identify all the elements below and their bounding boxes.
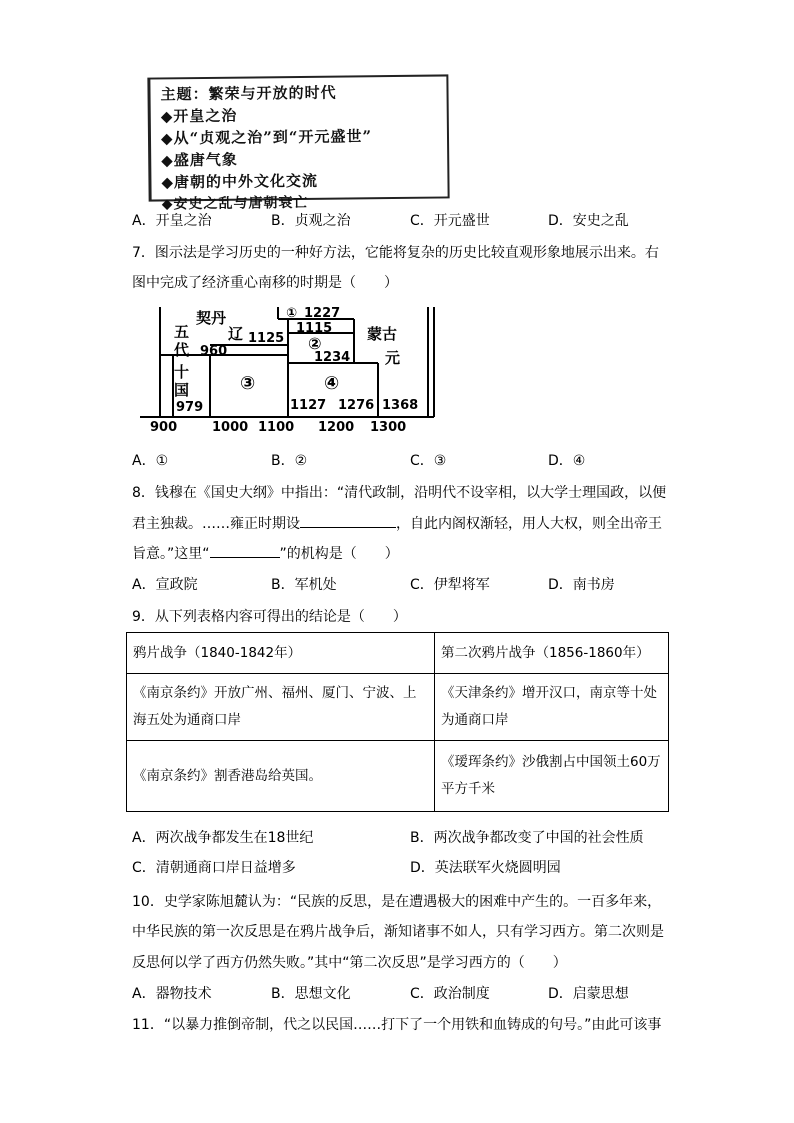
theme-title: 主题：繁荣与开放的时代 — [160, 83, 337, 104]
q8-stem-line1: 8．钱穆在《国史大纲》中指出：“清代政制，沿明代不设宰相，以大学士理国政，以便 — [132, 485, 667, 501]
q7-option-d[interactable]: D．④ — [548, 453, 586, 469]
q10-option-b[interactable]: B．思想文化 — [271, 986, 351, 1002]
map-axis-tick: 1000 — [212, 420, 249, 435]
q11-stem-line1: 11．“以暴力推倒帝制，代之以民国……打下了一个用铁和血铸成的句号。”由此可该事 — [132, 1017, 662, 1033]
theme-item: ◆从“贞观之治”到“开元盛世” — [160, 127, 373, 148]
q8-option-c[interactable]: C．伊犁将军 — [410, 577, 490, 593]
map-year-1115: 1115 — [296, 321, 333, 336]
q9-option-c[interactable]: C．清朝通商口岸日益增多 — [132, 860, 296, 876]
q7-option-b[interactable]: B．② — [271, 453, 308, 469]
map-year-1276: 1276 — [338, 398, 375, 413]
table-cell: 《天津条约》增开汉口，南京等十处为通商口岸 — [435, 674, 669, 741]
q9-stem: 9．从下列表格内容可得出的结论是（ ） — [132, 609, 407, 625]
map-axis-tick: 1300 — [370, 420, 407, 435]
map-year-1234: 1234 — [314, 350, 351, 365]
map-year-1368: 1368 — [382, 398, 419, 413]
theme-box-image — [147, 74, 449, 213]
theme-item: ◆唐朝的中外文化交流 — [161, 171, 319, 192]
theme-item: ◆开皇之治 — [160, 106, 238, 126]
map-label-n4: ④ — [324, 373, 340, 394]
q7-stem-line1: 7．图示法是学习历史的一种好方法，它能将复杂的历史比较直观形象地展示出来。右 — [132, 245, 659, 261]
q10-option-a[interactable]: A．器物技术 — [132, 986, 212, 1002]
table-cell: 《瑷珲条约》沙俄割占中国领土60万平方千米 — [435, 741, 669, 812]
q8-blank-2 — [210, 543, 280, 558]
theme-item: ◆安史之乱与唐朝衰亡 — [161, 194, 309, 213]
map-label-n1: ① — [286, 306, 298, 321]
q7-option-a[interactable]: A．① — [132, 453, 169, 469]
q10-stem-line2: 中华民族的第一次反思是在鸦片战争后，渐知诸事不如人，只有学习西方。第二次则是 — [132, 924, 664, 940]
map-label-wudai-1: 五 — [174, 323, 190, 341]
table-row — [127, 741, 669, 812]
q8-option-d[interactable]: D．南书房 — [548, 577, 615, 593]
q10-stem-line1: 10．史学家陈旭麓认为：“民族的反思，是在遭遇极大的困难中产生的。一百多年来， — [132, 894, 662, 910]
dynasty-timeline-map — [138, 305, 438, 435]
q10-option-c[interactable]: C．政治制度 — [410, 986, 490, 1002]
q6-option-c[interactable]: C．开元盛世 — [410, 213, 490, 229]
map-label-shiguo-1: 十 — [174, 363, 190, 381]
theme-item: ◆盛唐气象 — [161, 150, 238, 170]
table-header-cell: 鸦片战争（1840-1842年） — [127, 633, 435, 674]
map-label-yuan: 元 — [385, 349, 401, 367]
q9-table — [126, 632, 669, 812]
table-header-cell: 第二次鸦片战争（1856-1860年） — [435, 633, 669, 674]
map-label-liao: 辽 — [228, 325, 244, 343]
q8-blank-1 — [300, 513, 396, 528]
q6-option-b[interactable]: B．贞观之治 — [271, 213, 351, 229]
map-axis-tick: 900 — [150, 420, 178, 435]
map-year-979: 979 — [176, 400, 204, 415]
map-label-n3: ③ — [240, 373, 256, 394]
map-year-1125: 1125 — [248, 331, 285, 346]
q7-option-c[interactable]: C．③ — [410, 453, 447, 469]
map-year-1127: 1127 — [290, 398, 327, 413]
q9-option-a[interactable]: A．两次战争都发生在18世纪 — [132, 830, 314, 846]
q8-stem-line3: 旨意。”这里“ ”的机构是（ ） — [132, 543, 399, 564]
map-year-1227: 1227 — [304, 306, 341, 321]
q6-option-d[interactable]: D．安史之乱 — [548, 213, 629, 229]
table-cell: 《南京条约》开放广州、福州、厦门、宁波、上海五处为通商口岸 — [127, 674, 435, 741]
q10-option-d[interactable]: D．启蒙思想 — [548, 986, 629, 1002]
q8-option-a[interactable]: A．宣政院 — [132, 577, 198, 593]
map-axis-tick: 1100 — [258, 420, 295, 435]
table-row — [127, 674, 669, 741]
map-label-shiguo-2: 国 — [174, 381, 190, 399]
map-label-wudai-2: 代 — [174, 341, 190, 359]
map-label-khitan: 契丹 — [196, 309, 227, 327]
q6-option-a[interactable]: A．开皇之治 — [132, 213, 212, 229]
q9-option-b[interactable]: B．两次战争都改变了中国的社会性质 — [410, 830, 644, 846]
q9-option-d[interactable]: D．英法联军火烧圆明园 — [410, 860, 561, 876]
q10-stem-line3: 反思何以学了西方仍然失败。”其中“第二次反思”是学习西方的（ ） — [132, 955, 567, 971]
q8-option-b[interactable]: B．军机处 — [271, 577, 337, 593]
map-label-n2: ② — [308, 334, 322, 353]
table-cell: 《南京条约》割香港岛给英国。 — [127, 741, 435, 812]
map-year-960: 960 — [200, 344, 228, 359]
map-label-mongol: 蒙古 — [367, 325, 398, 343]
map-axis-tick: 1200 — [318, 420, 355, 435]
q7-stem-line2: 图中完成了经济重心南移的时期是（ ） — [132, 275, 398, 291]
q8-stem-line2: 君主独裁。……雍正时期设 ，自此内阁权渐轻，用人大权，则全出帝王 — [132, 513, 662, 534]
table-row — [127, 633, 669, 674]
